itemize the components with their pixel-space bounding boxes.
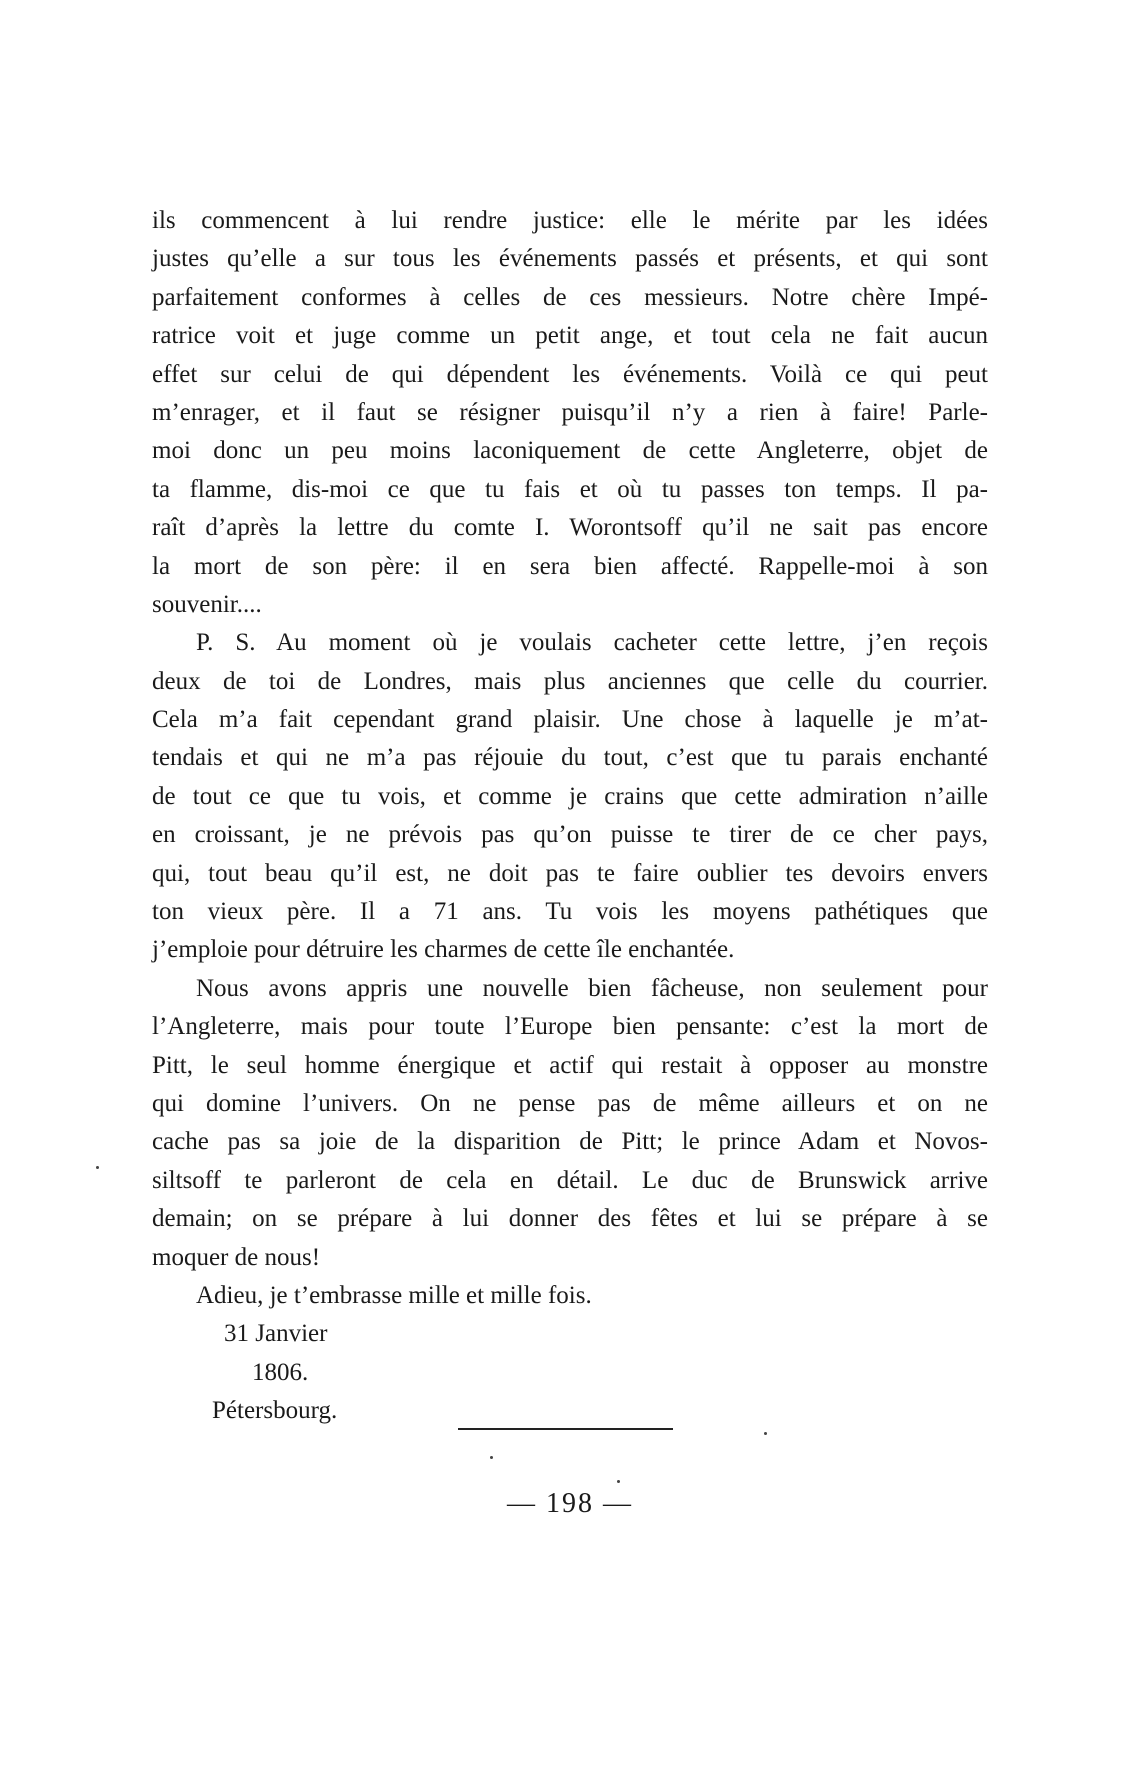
text-line: cache pas sa joie de la disparition de Pitt; le prince Adam et Novos-	[152, 1128, 988, 1156]
text-line: ton vieux père. Il a 71 ans. Tu vois les moyens pathétiques que	[152, 898, 988, 926]
text-line: justes qu’elle a sur tous les événements passés et présents, et qui sont	[152, 245, 988, 273]
signature-place: Pétersbourg.	[212, 1397, 338, 1425]
text-line: ratrice voit et juge comme un petit ange, et tout cela ne fait aucun	[152, 322, 988, 350]
scan-speck	[764, 1432, 767, 1435]
paragraph-first-line: Nous avons appris une nouvelle bien fâcheuse, non seulement pour	[196, 974, 988, 1002]
signature-date: 31 Janvier	[224, 1320, 328, 1348]
text-line: moquer de nous!	[152, 1243, 321, 1271]
text-line: moi donc un peu moins laconiquement de cette Angleterre, objet de	[152, 437, 988, 465]
text-line: deux de toi de Londres, mais plus anciennes que celle du courrier.	[152, 667, 988, 695]
end-rule	[458, 1428, 673, 1430]
scan-speck	[490, 1456, 493, 1459]
text-line: qui, tout beau qu’il est, ne doit pas te faire oublier tes devoirs envers	[152, 859, 988, 887]
text-line: souvenir....	[152, 590, 262, 618]
text-line: ta flamme, dis-moi ce que tu fais et où tu passes ton temps. Il pa-	[152, 475, 988, 503]
page-number: — 198 —	[507, 1488, 633, 1519]
text-line: Cela m’a fait cependant grand plaisir. Une chose à laquelle je m’at-	[152, 706, 988, 734]
text-line: Pitt, le seul homme énergique et actif qui restait à opposer au monstre	[152, 1051, 988, 1079]
text-line: la mort de son père: il en sera bien affecté. Rappelle-moi à son	[152, 552, 988, 580]
text-line: de tout ce que tu vois, et comme je crains que cette admiration n’aille	[152, 782, 988, 810]
text-line: demain; on se prépare à lui donner des fêtes et lui se prépare à se	[152, 1205, 988, 1233]
signature-year: 1806.	[252, 1358, 309, 1386]
text-line: siltsoff te parleront de cela en détail. Le duc de Brunswick arrive	[152, 1166, 988, 1194]
scan-speck	[617, 1480, 620, 1483]
text-line: parfaitement conformes à celles de ces messieurs. Notre chère Impé-	[152, 283, 988, 311]
text-line: qui domine l’univers. On ne pense pas de même ailleurs et on ne	[152, 1089, 988, 1117]
text-line: effet sur celui de qui dépendent les événements. Voilà ce qui peut	[152, 360, 988, 388]
text-line: en croissant, je ne prévois pas qu’on puisse te tirer de ce cher pays,	[152, 821, 988, 849]
text-line: j’emploie pour détruire les charmes de cette île enchantée.	[152, 936, 735, 964]
text-line: tendais et qui ne m’a pas réjouie du tout, c’est que tu parais enchanté	[152, 744, 988, 772]
scan-speck	[96, 1166, 99, 1169]
text-line: ils commencent à lui rendre justice: elle le mérite par les idées	[152, 207, 988, 234]
text-line: m’enrager, et il faut se résigner puisqu’il n’y a rien à faire! Parle-	[152, 398, 988, 426]
text-line: raît d’après la lettre du comte I. Worontsoff qu’il ne sait pas encore	[152, 514, 988, 542]
postscript-first-line: P. S. Au moment où je voulais cacheter cette lettre, j’en reçois	[196, 629, 988, 657]
text-line: l’Angleterre, mais pour toute l’Europe bien pensante: c’est la mort de	[152, 1013, 988, 1041]
letter-body	[152, 202, 988, 1431]
closing-line: Adieu, je t’embrasse mille et mille fois.	[196, 1281, 592, 1309]
